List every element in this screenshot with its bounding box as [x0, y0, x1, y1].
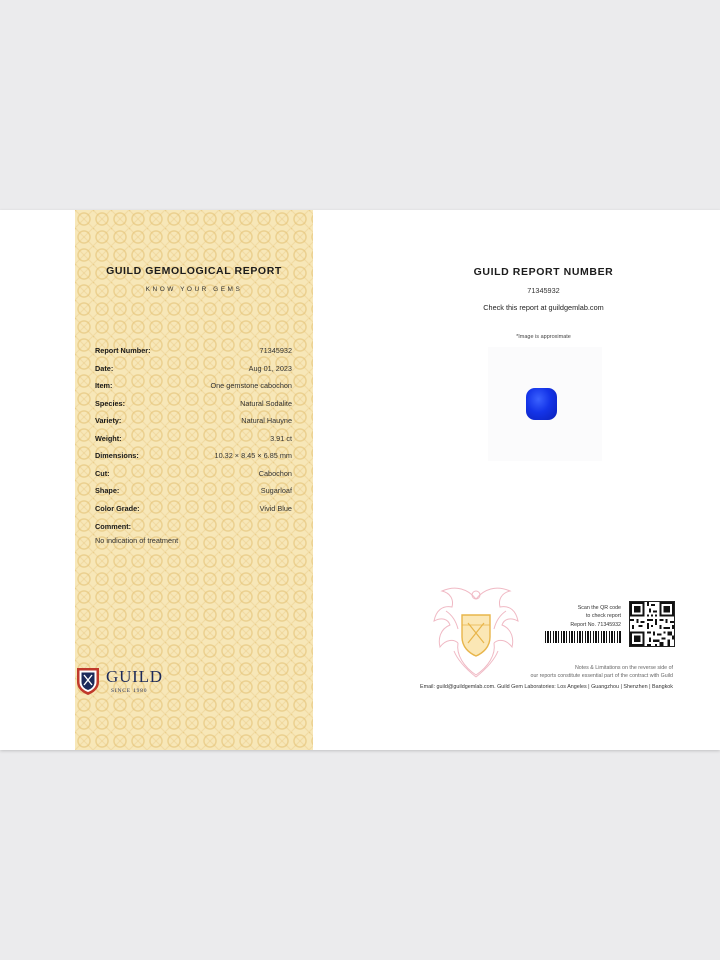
- field-label: Variety:: [95, 416, 122, 425]
- gemstone-image: [526, 388, 557, 420]
- verify-report-link[interactable]: Check this report at guildgemlab.com: [483, 303, 604, 312]
- image-approximate-note: *Image is approximate: [516, 334, 571, 340]
- contact-line: Email: guild@guildgemlab.com. Guild Gem Laboratories: Los Angeles | Guangzhou | Shenzhen | Bangkok: [420, 684, 673, 690]
- qr-code-icon[interactable]: [629, 601, 675, 647]
- field-label: Cut:: [95, 468, 110, 478]
- report-document: [0, 210, 720, 750]
- field-value: Aug 01, 2023: [248, 363, 292, 373]
- field-value: Natural Sodalite: [240, 398, 292, 408]
- field-value: 10.32 × 8.45 × 6.85 mm: [214, 451, 292, 460]
- field-label: Color Grade:: [95, 503, 140, 513]
- report-number-title: GUILD REPORT NUMBER: [473, 266, 614, 278]
- field-label: Dimensions:: [95, 451, 139, 460]
- logo-since: SINCE 1980: [111, 688, 148, 694]
- field-row-cut: [95, 469, 292, 487]
- scan-qr-note: [540, 604, 621, 620]
- report-no-label: Report No. 71345932: [570, 622, 621, 628]
- field-row-variety: [95, 416, 292, 434]
- field-label: Date:: [95, 363, 114, 373]
- report-fields: [95, 346, 292, 545]
- field-value: 71345932: [259, 346, 292, 355]
- scan-line-1: Scan the QR code: [577, 605, 621, 611]
- field-label: Weight:: [95, 433, 122, 443]
- field-value: One gemstone cabochon: [210, 381, 292, 390]
- field-label: Report Number:: [95, 346, 151, 355]
- logo-wordmark: GUILD: [106, 667, 163, 686]
- field-row-species: [95, 399, 292, 417]
- field-label: Shape:: [95, 486, 120, 495]
- guild-logo: [75, 664, 175, 704]
- field-row-dimensions: [95, 451, 292, 469]
- shield-logo-icon: [75, 666, 101, 696]
- comment-label: Comment:: [95, 522, 132, 531]
- field-row-date: [95, 364, 292, 382]
- field-row-color-grade: [95, 504, 292, 522]
- report-number-value: 71345932: [527, 286, 560, 295]
- field-row-weight: [95, 434, 292, 452]
- field-label: Item:: [95, 381, 113, 390]
- field-value: Vivid Blue: [259, 503, 292, 513]
- barcode: [545, 631, 622, 643]
- field-label: Species:: [95, 398, 126, 408]
- report-tagline: KNOW YOUR GEMS: [145, 286, 243, 293]
- field-value: 3.91 ct: [270, 433, 292, 443]
- field-row-item: [95, 381, 292, 399]
- notes-line-2: our reports constitute essential part of the contract with Guild: [530, 672, 673, 679]
- field-value: Cabochon: [258, 468, 292, 478]
- notes-line-1: Notes & Limitations on the reverse side of: [574, 665, 673, 671]
- field-row-shape: [95, 486, 292, 504]
- field-value: Sugarloaf: [260, 486, 292, 495]
- notes-limitations: [420, 665, 673, 680]
- field-row-report-number: [95, 346, 292, 364]
- comment-value: No indication of treatment: [95, 536, 179, 545]
- scan-line-2: to check report: [585, 613, 621, 619]
- report-title: GUILD GEMOLOGICAL REPORT: [106, 265, 282, 277]
- field-value: Natural Hauyne: [241, 416, 292, 425]
